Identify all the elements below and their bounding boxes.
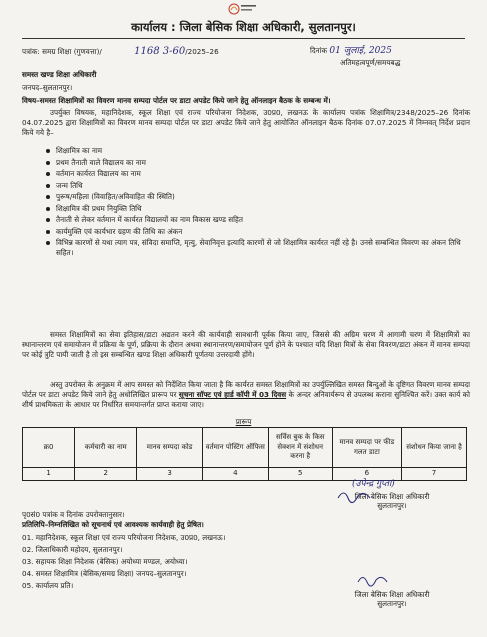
intro-paragraph: उपर्युक्त विषयक, महानिदेशक, स्कूल शिक्षा एवं राज्य परियोजना निदेशक, उ0प्र0, लखनऊ के कार्यालय पत्रांक शिक्षामित्र/2348/2025–26 दिनांक 04.07.2025 द्वारा शिक्षामित्रों का विवरण मानव सम्पदा पोर्टल पर डाटा अपडेट किये जाने हेतु आयोजित ऑनलाइन बैठक दिनांक 07.07.2025 में निम्नवत् निर्देश प्रदान किये गये है– [22,108,470,137]
signatory-designation: जिला बेसिक शिक्षा अधिकारी [354,492,430,501]
signature-scribble [336,486,374,504]
list-item: कार्यमुक्ति एवं कार्यभार ग्रहण की तिथि का अंकन [46,227,470,237]
patrank-number: 1168 3-60 [134,46,186,57]
table-cell: 7 [402,468,467,481]
patrank-suffix: /2025–26 [185,47,219,56]
table-cell: 3 [137,468,203,481]
copy-list-item: 01. महानिदेशक, स्कूल शिक्षा एवं राज्य परियोजना निदेशक, उ0प्र0, लखनऊ। [22,533,226,542]
table-header-cell: मानव सम्पदा कोड [137,428,203,468]
table-cell: 1 [23,468,75,481]
list-item: शिक्षामित्र का नाम [46,146,470,156]
directive-text-end: के अन्दर अनिवार्यरूप से उपलब्ध कराना सुनिश्चित करें। उक्त कार्य को शीर्ष प्राथमिकता के आधार पर निर्धारित समयान्तर्गत प्राप्त कराया जाए। [22,389,470,409]
copy-list-item: 04. समस्त शिक्षामित्र (बेसिक/समग्र शिक्षा) जनपद–सुलतानपुर। [22,568,187,578]
instruction-list [46,146,470,260]
list-item: जन्म तिथि [46,181,470,191]
list-item: पुरूष/महिला (विवाहित/अविवाहित की स्थिति) [46,192,470,202]
signatory-designation-2: जिला बेसिक शिक्षा अधिकारी [354,590,430,599]
subject-line: विषय–समस्त शिक्षामित्रों का विवरण मानव सम्पदा पोर्टल पर डाटा अपडेट किये जाने हेतु ऑनलाइन बैठक के सम्बन्ध में। [22,96,331,105]
table-cell: 5 [268,468,332,481]
table-cell: 6 [332,468,401,481]
table-header-row [23,428,467,468]
nipun-bharat-logo [228,2,258,16]
table-header-cell: संशोधन किया जाना है [402,428,467,468]
table-header-cell: वर्तमान पोस्टिंग ऑफिस [202,428,268,468]
recipient-line-2: जनपद–सुलतानपुर। [22,83,73,92]
copy-list-item: 05. कार्यालय प्रति। [22,580,74,590]
patrank-department: समग्र शिक्षा (गुणवत्ता)/ [42,47,102,56]
data-update-paragraph: समस्त शिक्षामित्रों का सेवा इतिहास/डाटा अद्यतन करने की कार्यवाही सावधानी पूर्वक किया जाए, जिससे की अग्रिम चरण में आगामी चरण में शिक्षामित्रों का स्थानान्तरण एवं समायोजन में प्रक्रिया के पूर्ण, प्रक्रिया के दौरान अथवा स्थानान्तरण/समायोजन पूर्ण होने के पश्चात यदि शिक्षा मित्रों के सेवा विवरण/डाटा अंकन में मानव सम्पदा पर कोई त्रुटि पायी जाती है तो इस सम्बन्धित खण्ड शिक्षा अधिकारी पूर्णतया उत्तरदायी होंगे। [22,330,470,359]
office-title: कार्यालय : जिला बेसिक शिक्षा अधिकारी, सुलतानपुर। [131,20,356,34]
signatory-place-2: सुलतानपुर। [377,599,407,609]
directive-text: अस्तु उपरोक्त के अनुक्रम में आप समस्त को निर्देशित किया जाता है कि कार्यरत समस्त शिक्षामित्रों का उपर्युल्लिखित समस्त बिन्दुओं के दृष्टिगत विवरण मानव सम्पदा पोर्टल पर डाटा अपडेट किये जाने हेतु अधोलिखित प्रारूप पर [22,380,471,399]
signatory-place: सुलतानपुर। [377,501,407,511]
patrank-label: पत्रांक: [22,47,40,56]
table-cell: 2 [75,468,137,481]
table-cell: 4 [202,468,268,481]
list-item: वर्तमान कार्यरत विद्यालय का नाम [46,169,470,179]
date-value: 01 जुलाई, 2025 [329,46,392,56]
date-line [310,45,392,57]
table-header-cell: सर्विस बुक के किस सेक्शन में संशोधन करना है [268,428,332,468]
recipient-line-1: समस्त खण्ड शिक्षा अधिकारी [22,70,97,79]
date-label: दिनांक [310,46,328,55]
list-item: प्रथम तैनाती वाले विद्यालय का नाम [46,158,470,168]
list-item: विभिन्न कारणों से यथा त्याग पत्र, संविदा समाप्ति, मृत्यु, सेवानिवृत्त इत्यादि कारणों से जो शिक्षामित्र कार्यरत नहीं रहे है। उनसे सम्बन्धित विवरण का अंकन तिथि सहित। [46,238,470,258]
copy-list-item: 02. जिलाधिकारी महोदय, सुलतानपुर। [22,544,123,554]
signatory-name: (उपेन्द्र गुप्ता) [352,479,395,489]
table-header-cell: मानव सम्पदा पर फीड गलत डाटा [332,428,401,468]
copy-list-item: 03. सहायक शिक्षा निदेशक (बेसिक) अयोध्या मण्डल, अयोध्या। [22,556,188,566]
copy-heading: प्रतिलिपि–निम्नलिखित को सूचनार्थ एवं आवश्यक कार्यवाही हेतु प्रेषित। [22,520,204,529]
format-table [22,427,467,481]
list-item: शिक्षामित्र की प्रथम नियुक्ति तिथि [46,204,470,214]
signature-scribble-2 [356,572,390,588]
list-item: तैनाती से लेकर वर्तमान में कार्यरत विद्यालयों का नाम विकास खण्ड सहित [46,215,470,225]
signature-block-2 [322,590,462,609]
table-header-cell: कर्मचारी का नाम [75,428,137,468]
table-header-cell: क्र0 [23,428,75,468]
reference-line [22,45,219,59]
deadline-emphasis: सूचना सॉफ्ट एवं हार्ड कॉपी में 03 दिवस [178,389,287,399]
copy-list [22,533,462,593]
copy-reference: पृ0सं0 पत्रांक व दिनांक उपरोक्तानुसार। [22,510,125,519]
title-divider [22,38,465,39]
table-caption: प्रारूप [235,417,252,426]
priority-note: अतिमहत्वपूर्ण/समयबद्ध [340,58,401,67]
directive-paragraph [22,380,470,410]
table-row [23,468,467,481]
